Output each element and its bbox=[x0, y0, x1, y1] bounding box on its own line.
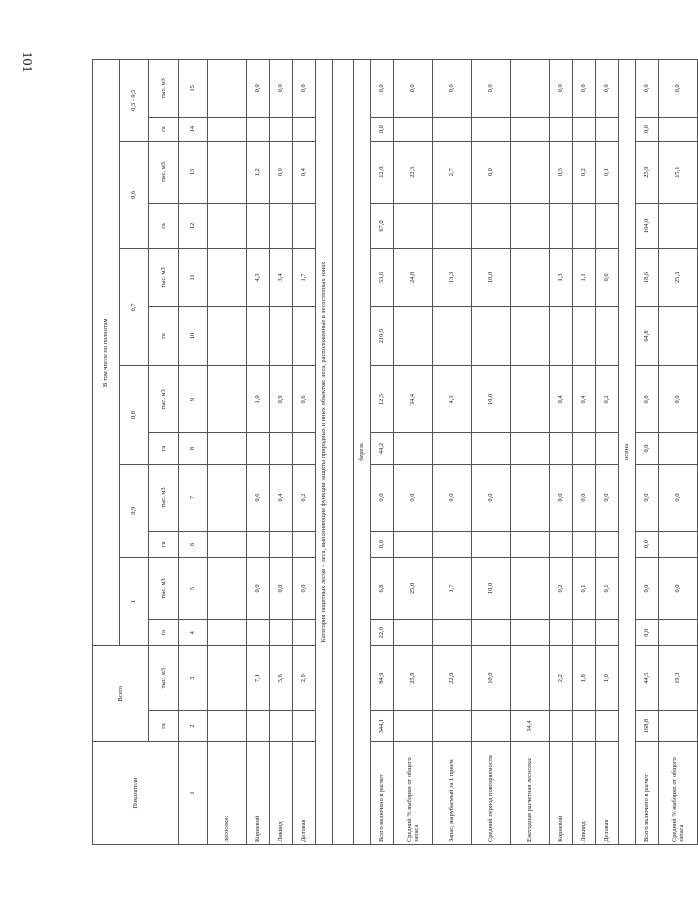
row-value bbox=[511, 646, 550, 711]
row-value: 0,0 bbox=[596, 60, 619, 118]
row-value: 1,0 bbox=[247, 366, 270, 433]
row-value bbox=[293, 203, 316, 248]
row-value bbox=[270, 620, 293, 646]
row-value bbox=[573, 531, 596, 557]
row-value: 0,0 bbox=[270, 557, 293, 619]
row-label: Корневой bbox=[550, 742, 573, 845]
unit-ha-header: га bbox=[149, 711, 179, 742]
row-value bbox=[511, 433, 550, 464]
row-value bbox=[208, 464, 247, 531]
row-value bbox=[208, 306, 247, 366]
row-label: Всего включено в расчет bbox=[636, 742, 659, 845]
density-group-header: 0,3 - 0,5 bbox=[120, 60, 149, 142]
row-value bbox=[511, 203, 550, 248]
category-title: Категория защитных лесов – леса, выполняющие функции защиты природных и иных объектов: леса, расположенные в лесостепных зонах bbox=[316, 60, 333, 845]
row-value: 12,0 bbox=[371, 141, 394, 203]
row-value bbox=[472, 203, 511, 248]
row-value: 0,0 bbox=[293, 60, 316, 118]
row-value bbox=[596, 531, 619, 557]
including-header: В том числе по полнотам bbox=[93, 60, 120, 646]
row-value: 0,6 bbox=[596, 249, 619, 306]
row-value bbox=[550, 203, 573, 248]
row-value: 0,0 bbox=[433, 464, 472, 531]
row-value bbox=[550, 433, 573, 464]
row-value: 22,0 bbox=[371, 620, 394, 646]
row-value: 104,0 bbox=[636, 203, 659, 248]
column-number: 14 bbox=[179, 117, 208, 141]
row-value bbox=[394, 531, 433, 557]
row-value: 0,1 bbox=[596, 557, 619, 619]
row-value bbox=[208, 60, 247, 118]
row-value: 0,1 bbox=[573, 557, 596, 619]
row-value bbox=[511, 620, 550, 646]
row-value bbox=[472, 620, 511, 646]
row-value bbox=[433, 203, 472, 248]
row-value: 1,0 bbox=[596, 646, 619, 711]
column-number: 5 bbox=[179, 557, 208, 619]
row-value: 0,0 bbox=[636, 620, 659, 646]
row-value: 10,0 bbox=[472, 557, 511, 619]
unit-thous-header: тыс. м3 bbox=[149, 464, 179, 531]
row-value bbox=[208, 203, 247, 248]
row-value: 0,1 bbox=[596, 141, 619, 203]
row-value: 0,2 bbox=[550, 557, 573, 619]
row-value bbox=[208, 366, 247, 433]
row-value bbox=[511, 531, 550, 557]
row-value: 0,0 bbox=[636, 464, 659, 531]
species-label: береза bbox=[354, 60, 371, 845]
row-value: 210,9 bbox=[371, 306, 394, 366]
unit-thous-header: тыс. м3 bbox=[149, 646, 179, 711]
row-value bbox=[573, 433, 596, 464]
table-row bbox=[270, 60, 293, 845]
column-number: 4 bbox=[179, 620, 208, 646]
row-value: 6,8 bbox=[371, 557, 394, 619]
table-row bbox=[293, 60, 316, 845]
row-value bbox=[293, 531, 316, 557]
row-value: 0,2 bbox=[596, 366, 619, 433]
row-value: 0,0 bbox=[270, 60, 293, 118]
row-value bbox=[511, 306, 550, 366]
row-value bbox=[573, 711, 596, 742]
row-label: Средний период повторяемости bbox=[472, 742, 511, 845]
unit-row bbox=[149, 60, 179, 845]
row-value bbox=[550, 711, 573, 742]
row-value: 1,1 bbox=[573, 249, 596, 306]
density-group-header: 0,9 bbox=[120, 464, 149, 557]
row-value: 0,0 bbox=[550, 464, 573, 531]
row-value: 0,0 bbox=[573, 464, 596, 531]
row-value bbox=[247, 531, 270, 557]
row-value bbox=[293, 117, 316, 141]
table-row bbox=[550, 60, 573, 845]
row-value: 10,0 bbox=[472, 366, 511, 433]
row-value bbox=[208, 711, 247, 742]
row-value bbox=[659, 620, 698, 646]
row-value: 0,0 bbox=[636, 366, 659, 433]
column-number: 15 bbox=[179, 60, 208, 118]
column-number: 3 bbox=[179, 646, 208, 711]
row-value: 0,4 bbox=[293, 141, 316, 203]
row-value bbox=[433, 306, 472, 366]
row-value: 25,9 bbox=[394, 646, 433, 711]
row-value bbox=[270, 531, 293, 557]
unit-thous-header: тыс. м3 bbox=[149, 60, 179, 118]
row-value bbox=[433, 433, 472, 464]
row-value bbox=[247, 306, 270, 366]
density-group-header: 0,8 bbox=[120, 366, 149, 464]
row-value: 25,0 bbox=[394, 557, 433, 619]
table-row bbox=[659, 60, 698, 845]
row-value: 19,3 bbox=[659, 646, 698, 711]
row-value bbox=[659, 433, 698, 464]
table-row bbox=[472, 60, 511, 845]
row-value: 0,0 bbox=[659, 60, 698, 118]
row-value bbox=[573, 620, 596, 646]
row-value: 0,0 bbox=[596, 464, 619, 531]
row-value: 0,0 bbox=[371, 117, 394, 141]
row-value: 44,2 bbox=[371, 433, 394, 464]
row-value: 25,3 bbox=[659, 249, 698, 306]
column-number: 6 bbox=[179, 531, 208, 557]
row-value bbox=[247, 433, 270, 464]
row-value: 0,0 bbox=[247, 60, 270, 118]
table-row bbox=[208, 60, 247, 845]
row-value: 3,4 bbox=[270, 249, 293, 306]
row-value bbox=[293, 711, 316, 742]
column-number: 13 bbox=[179, 141, 208, 203]
density-group-header: 1 bbox=[120, 557, 149, 646]
row-value bbox=[596, 203, 619, 248]
row-value: 10,0 bbox=[472, 646, 511, 711]
row-value bbox=[511, 464, 550, 531]
row-value bbox=[573, 306, 596, 366]
row-value: 84,9 bbox=[371, 646, 394, 711]
row-value bbox=[511, 557, 550, 619]
row-value bbox=[208, 433, 247, 464]
table-row bbox=[511, 60, 550, 845]
row-value bbox=[293, 433, 316, 464]
species-label-row bbox=[354, 60, 371, 845]
row-value bbox=[208, 141, 247, 203]
row-value bbox=[270, 433, 293, 464]
row-value bbox=[270, 117, 293, 141]
row-value bbox=[270, 711, 293, 742]
row-label: Ликвид bbox=[270, 742, 293, 845]
row-value bbox=[511, 366, 550, 433]
row-value bbox=[208, 117, 247, 141]
row-value: 0,2 bbox=[573, 141, 596, 203]
row-value bbox=[208, 620, 247, 646]
table-row bbox=[573, 60, 596, 845]
row-value bbox=[659, 203, 698, 248]
row-value: 13,3 bbox=[433, 249, 472, 306]
row-value bbox=[550, 117, 573, 141]
rotated-table-region bbox=[92, 59, 685, 845]
row-value: 0,9 bbox=[270, 141, 293, 203]
category-title-row bbox=[316, 60, 333, 845]
row-value: 0,9 bbox=[270, 366, 293, 433]
row-value: 2,7 bbox=[433, 141, 472, 203]
row-value: 0,6 bbox=[247, 464, 270, 531]
row-value: 0,0 bbox=[550, 60, 573, 118]
unit-ha-header: га bbox=[149, 620, 179, 646]
row-label: Ежегодная расчетная лесосека: bbox=[511, 742, 550, 845]
row-value: 168,8 bbox=[636, 711, 659, 742]
column-number: 10 bbox=[179, 306, 208, 366]
row-value: 1,7 bbox=[433, 557, 472, 619]
row-value: 0,0 bbox=[394, 464, 433, 531]
row-value bbox=[511, 249, 550, 306]
row-value: 67,0 bbox=[371, 203, 394, 248]
column-number: 1 bbox=[179, 742, 208, 845]
row-value bbox=[596, 117, 619, 141]
density-group-header: 0,7 bbox=[120, 249, 149, 366]
row-value: 15,1 bbox=[659, 141, 698, 203]
row-value bbox=[472, 306, 511, 366]
row-value bbox=[394, 117, 433, 141]
row-value bbox=[208, 557, 247, 619]
row-label: Средний % выборки от общего запаса bbox=[394, 742, 433, 845]
row-value: 0,0 bbox=[472, 141, 511, 203]
row-value bbox=[472, 711, 511, 742]
row-value: 1,2 bbox=[247, 141, 270, 203]
row-value bbox=[472, 433, 511, 464]
row-value: 0,4 bbox=[270, 464, 293, 531]
density-table bbox=[92, 59, 698, 845]
row-value: 1,3 bbox=[550, 249, 573, 306]
row-value bbox=[270, 203, 293, 248]
row-value: 0,0 bbox=[636, 433, 659, 464]
unit-ha-header: га bbox=[149, 203, 179, 248]
row-value: 1,8 bbox=[573, 646, 596, 711]
row-value: 0,0 bbox=[394, 60, 433, 118]
row-label: Деловая bbox=[596, 742, 619, 845]
row-value: 0,6 bbox=[293, 366, 316, 433]
row-value: 0,0 bbox=[433, 60, 472, 118]
row-label: лесосеки: bbox=[208, 742, 247, 845]
row-value bbox=[596, 433, 619, 464]
row-value bbox=[270, 306, 293, 366]
unit-ha-header: га bbox=[149, 531, 179, 557]
row-value: 34,4 bbox=[511, 711, 550, 742]
row-value bbox=[573, 117, 596, 141]
row-value: 0,2 bbox=[293, 464, 316, 531]
row-value bbox=[659, 531, 698, 557]
table-row bbox=[636, 60, 659, 845]
column-number: 12 bbox=[179, 203, 208, 248]
row-value: 25,9 bbox=[636, 141, 659, 203]
unit-thous-header: тыс. м3 bbox=[149, 557, 179, 619]
row-value bbox=[208, 646, 247, 711]
row-value: 344,1 bbox=[371, 711, 394, 742]
row-value: 0,4 bbox=[573, 366, 596, 433]
row-value bbox=[550, 306, 573, 366]
table-row bbox=[371, 60, 394, 845]
row-label: Всего включено в расчет bbox=[371, 742, 394, 845]
spacer-cell bbox=[333, 60, 354, 845]
row-value: 7,1 bbox=[247, 646, 270, 711]
row-value bbox=[596, 620, 619, 646]
row-value bbox=[433, 531, 472, 557]
total-header: Всего bbox=[93, 646, 149, 742]
row-value: 0,0 bbox=[371, 464, 394, 531]
page-number: 101 bbox=[19, 51, 34, 73]
row-value: 12,5 bbox=[371, 366, 394, 433]
column-number-row bbox=[179, 60, 208, 845]
row-value bbox=[511, 141, 550, 203]
row-value bbox=[247, 117, 270, 141]
column-number: 7 bbox=[179, 464, 208, 531]
density-group-header: 0,6 bbox=[120, 141, 149, 249]
row-value bbox=[573, 203, 596, 248]
row-value bbox=[293, 620, 316, 646]
row-value bbox=[596, 306, 619, 366]
row-value bbox=[550, 620, 573, 646]
row-value: 0,0 bbox=[472, 464, 511, 531]
row-value: 0,0 bbox=[371, 60, 394, 118]
table-row bbox=[433, 60, 472, 845]
row-value: 0,0 bbox=[659, 557, 698, 619]
column-number: 9 bbox=[179, 366, 208, 433]
row-value bbox=[511, 60, 550, 118]
row-value: 0,0 bbox=[659, 366, 698, 433]
row-value: 0,0 bbox=[371, 531, 394, 557]
row-value: 0,0 bbox=[472, 60, 511, 118]
row-value: 0,0 bbox=[293, 557, 316, 619]
row-label: Ликвид bbox=[573, 742, 596, 845]
species-label: осина bbox=[619, 60, 636, 845]
unit-ha-header: га bbox=[149, 433, 179, 464]
table-row bbox=[394, 60, 433, 845]
unit-ha-header: га bbox=[149, 306, 179, 366]
row-value: 10,0 bbox=[472, 249, 511, 306]
row-value: 1,7 bbox=[293, 249, 316, 306]
row-value bbox=[550, 531, 573, 557]
row-value bbox=[247, 620, 270, 646]
row-value bbox=[511, 117, 550, 141]
row-value bbox=[433, 117, 472, 141]
row-value: 4,3 bbox=[247, 249, 270, 306]
row-value: 0,0 bbox=[636, 557, 659, 619]
rotated-table-content bbox=[92, 59, 685, 845]
row-value bbox=[247, 203, 270, 248]
row-value bbox=[208, 249, 247, 306]
row-value: 18,6 bbox=[636, 249, 659, 306]
unit-ha-header: га bbox=[149, 117, 179, 141]
unit-thous-header: тыс. м3 bbox=[149, 366, 179, 433]
row-value bbox=[472, 117, 511, 141]
row-value: 0,0 bbox=[247, 557, 270, 619]
row-value: 2,2 bbox=[550, 646, 573, 711]
row-value: 4,3 bbox=[433, 366, 472, 433]
row-value bbox=[293, 306, 316, 366]
row-value: 22,5 bbox=[394, 141, 433, 203]
row-value: 24,8 bbox=[394, 249, 433, 306]
row-value: 0,0 bbox=[636, 117, 659, 141]
table-row bbox=[596, 60, 619, 845]
row-label: Деловая bbox=[293, 742, 316, 845]
row-value: 0,0 bbox=[659, 464, 698, 531]
row-value bbox=[394, 433, 433, 464]
row-value bbox=[659, 117, 698, 141]
row-value bbox=[247, 711, 270, 742]
spacer-row bbox=[333, 60, 354, 845]
row-value bbox=[659, 711, 698, 742]
row-label: Средний % выборки от общего запаса bbox=[659, 742, 698, 845]
row-label: Запас, вырубаемый за 1 прием bbox=[433, 742, 472, 845]
row-value bbox=[659, 306, 698, 366]
table-row bbox=[247, 60, 270, 845]
row-value bbox=[596, 711, 619, 742]
unit-thous-header: тыс. м3 bbox=[149, 141, 179, 203]
row-value bbox=[208, 531, 247, 557]
row-value: 5,6 bbox=[270, 646, 293, 711]
row-value: 0,4 bbox=[550, 366, 573, 433]
column-number: 2 bbox=[179, 711, 208, 742]
row-value bbox=[394, 306, 433, 366]
row-value bbox=[394, 620, 433, 646]
table-body bbox=[208, 60, 698, 845]
row-value: 53,6 bbox=[371, 249, 394, 306]
row-value: 0,3 bbox=[550, 141, 573, 203]
row-value: 34,4 bbox=[394, 366, 433, 433]
row-value: 0,0 bbox=[636, 60, 659, 118]
row-value bbox=[433, 620, 472, 646]
row-value: 64,8 bbox=[636, 306, 659, 366]
row-value: 44,5 bbox=[636, 646, 659, 711]
row-value bbox=[472, 531, 511, 557]
species-label-row bbox=[619, 60, 636, 845]
unit-thous-header: тыс. м3 bbox=[149, 249, 179, 306]
row-value bbox=[394, 203, 433, 248]
row-label: Корневой bbox=[247, 742, 270, 845]
row-value: 22,0 bbox=[433, 646, 472, 711]
row-value: 0,0 bbox=[573, 60, 596, 118]
column-number: 8 bbox=[179, 433, 208, 464]
row-value bbox=[433, 711, 472, 742]
row-value bbox=[394, 711, 433, 742]
column-number: 11 bbox=[179, 249, 208, 306]
row-value: 0,0 bbox=[636, 531, 659, 557]
indicators-header: Показатели bbox=[93, 742, 179, 845]
row-value: 2,9 bbox=[293, 646, 316, 711]
